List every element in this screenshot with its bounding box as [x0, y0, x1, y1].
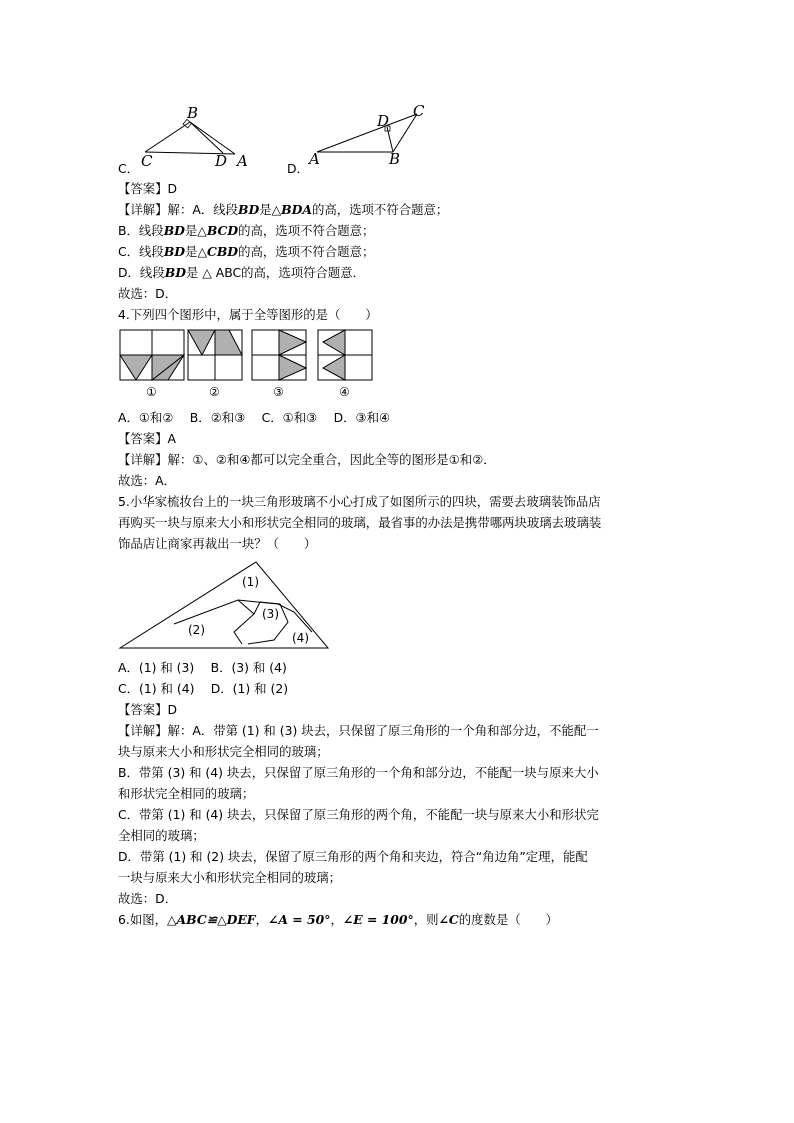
q5-explain-line4: 和形状完全相同的玻璃；: [118, 786, 255, 801]
q5-answer: 【答案】D: [118, 702, 178, 717]
q4-answer: 【答案】A: [118, 431, 177, 446]
point-b-label: B: [187, 104, 199, 122]
q3-explain-a: 【详解】解：A．线段BD是△BDA的高，选项不符合题意；: [118, 202, 449, 217]
q4-figures: [118, 328, 388, 398]
point-b-label: B: [389, 150, 401, 168]
q5-explain-line5: C．带第 (1) 和 (4) 块去，只保留了原三角形的两个角，不能配一块与原来大小和形状完: [118, 807, 599, 822]
piece-4-label: (4): [292, 631, 309, 645]
q5-explain-line3: B．带第 (3) 和 (4) 块去，只保留了原三角形的一个角和部分边，不能配一块与原来大小: [118, 765, 599, 780]
q4-figure-4: [318, 330, 372, 380]
point-c-label: C: [413, 102, 425, 120]
q4-question: 4.下列四个图形中，属于全等图形的是（ ）: [118, 307, 378, 322]
q4-label-1: ①: [146, 385, 157, 399]
q4-label-2: ②: [209, 385, 220, 399]
q4-figure-2: [188, 330, 242, 380]
q4-label-3: ③: [273, 385, 284, 399]
point-d-label: D: [377, 112, 390, 130]
q3-explain-c: C．线段BD是△CBD的高，选项不符合题意；: [118, 244, 375, 259]
q4-explain: 【详解】解：①、②和④都可以完全重合，因此全等的图形是①和②．: [118, 452, 496, 467]
q5-options-ab: A．(1) 和 (3) B．(3) 和 (4): [118, 660, 287, 675]
q4-figure-3: [252, 330, 306, 380]
piece-2-label: (2): [188, 623, 205, 637]
q3-explain-d: D．线段BD是 △ ABC的高，选项符合题意．: [118, 265, 366, 280]
q5-broken-glass-figure: [118, 558, 338, 650]
point-d-label: D: [215, 152, 228, 170]
q5-explain-line6: 全相同的玻璃；: [118, 828, 205, 843]
piece-1-label: (1): [242, 575, 259, 589]
q4-conclusion: 故选：A．: [118, 473, 177, 488]
q4-label-4: ④: [339, 385, 350, 399]
q5-question-line2: 再购买一块与原来大小和形状完全相同的玻璃，最省事的办法是携带哪两块玻璃去玻璃装: [118, 515, 602, 530]
q5-question-line3: 饰品店让商家再裁出一块？（ ）: [118, 536, 317, 551]
q5-explain-line1: 【详解】解：A．带第 (1) 和 (3) 块去，只保留了原三角形的一个角和部分边，不能配一: [118, 723, 599, 738]
q5-options-cd: C．(1) 和 (4) D．(1) 和 (2): [118, 681, 289, 696]
q6-question: 6.如图，△ABC≌△DEF，∠A = 50°，∠E = 100°，则∠C的度数是（ ）: [118, 912, 558, 927]
point-a-label: A: [237, 152, 248, 170]
q5-conclusion: 故选：D．: [118, 891, 178, 906]
figure-option-c: [135, 104, 265, 168]
figure-option-d: [307, 100, 437, 168]
q5-question-line1: 5.小华家梳妆台上的一块三角形玻璃不小心打成了如图所示的四块，需要去玻璃装饰品店: [118, 494, 601, 509]
q4-options: A．①和② B．②和③ C．①和③ D．③和④: [118, 410, 391, 425]
q3-conclusion: 故选：D．: [118, 286, 178, 301]
q5-explain-line7: D．带第 (1) 和 (2) 块去，保留了原三角形的两个角和夹边，符合“角边角”定理，能配: [118, 849, 588, 864]
q4-figure-1: [120, 330, 184, 380]
option-c-label: C．: [118, 161, 140, 176]
q3-explain-b: B．线段BD是△BCD的高，选项不符合题意；: [118, 223, 375, 238]
option-d-label: D．: [287, 161, 309, 176]
q3-answer: 【答案】D: [118, 181, 178, 196]
q5-explain-line8: 一块与原来大小和形状完全相同的玻璃；: [118, 870, 342, 885]
q5-explain-line2: 块与原来大小和形状完全相同的玻璃；: [118, 744, 329, 759]
point-a-label: A: [309, 150, 320, 168]
piece-3-label: (3): [262, 607, 279, 621]
point-c-label: C: [141, 152, 153, 170]
